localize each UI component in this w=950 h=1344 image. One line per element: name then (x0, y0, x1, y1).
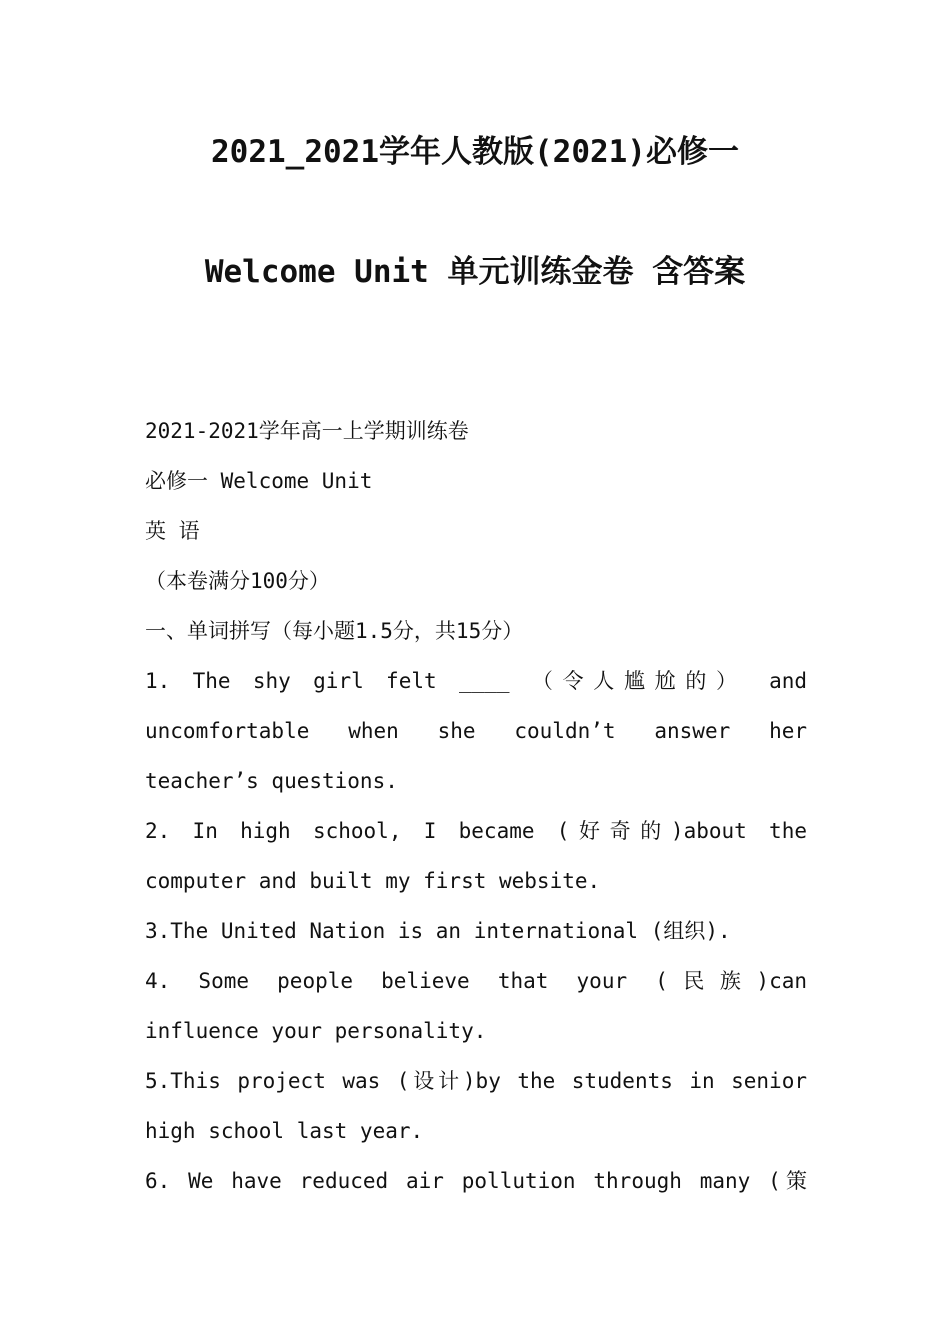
body-line: uncomfortable when she couldn’t answer her (145, 719, 807, 743)
body-line: 1. The shy girl felt ____ （令人尴尬的） and (145, 669, 807, 693)
body-line: teacher’s questions. (145, 769, 398, 793)
body-line: 必修一 Welcome Unit (145, 469, 373, 493)
body-line: 2021-2021学年高一上学期训练卷 (145, 419, 469, 443)
body-line: 一、单词拼写（每小题1.5分，共15分） (145, 619, 524, 643)
body-line: influence your personality. (145, 1019, 487, 1043)
body-line: （本卷满分100分） (145, 569, 330, 593)
body-line: 3.The United Nation is an international (组织). (145, 919, 731, 943)
document-body (145, 406, 807, 1206)
document-title-line-2: Welcome Unit 单元训练金卷 含答案 (204, 254, 746, 290)
body-line: computer and built my first website. (145, 869, 601, 893)
body-line: 6. We have reduced air pollution through many (策 (145, 1169, 807, 1193)
body-line: 英 语 (145, 519, 200, 543)
document-title-line-1: 2021_2021学年人教版(2021)必修一 (211, 134, 739, 170)
body-line: 4. Some people believe that your (民族)can (145, 969, 807, 993)
body-line: 2. In high school, I became (好奇的)about the (145, 819, 807, 843)
body-line: high school last year. (145, 1119, 424, 1143)
body-line: 5.This project was (设计)by the students in senior (145, 1069, 807, 1093)
